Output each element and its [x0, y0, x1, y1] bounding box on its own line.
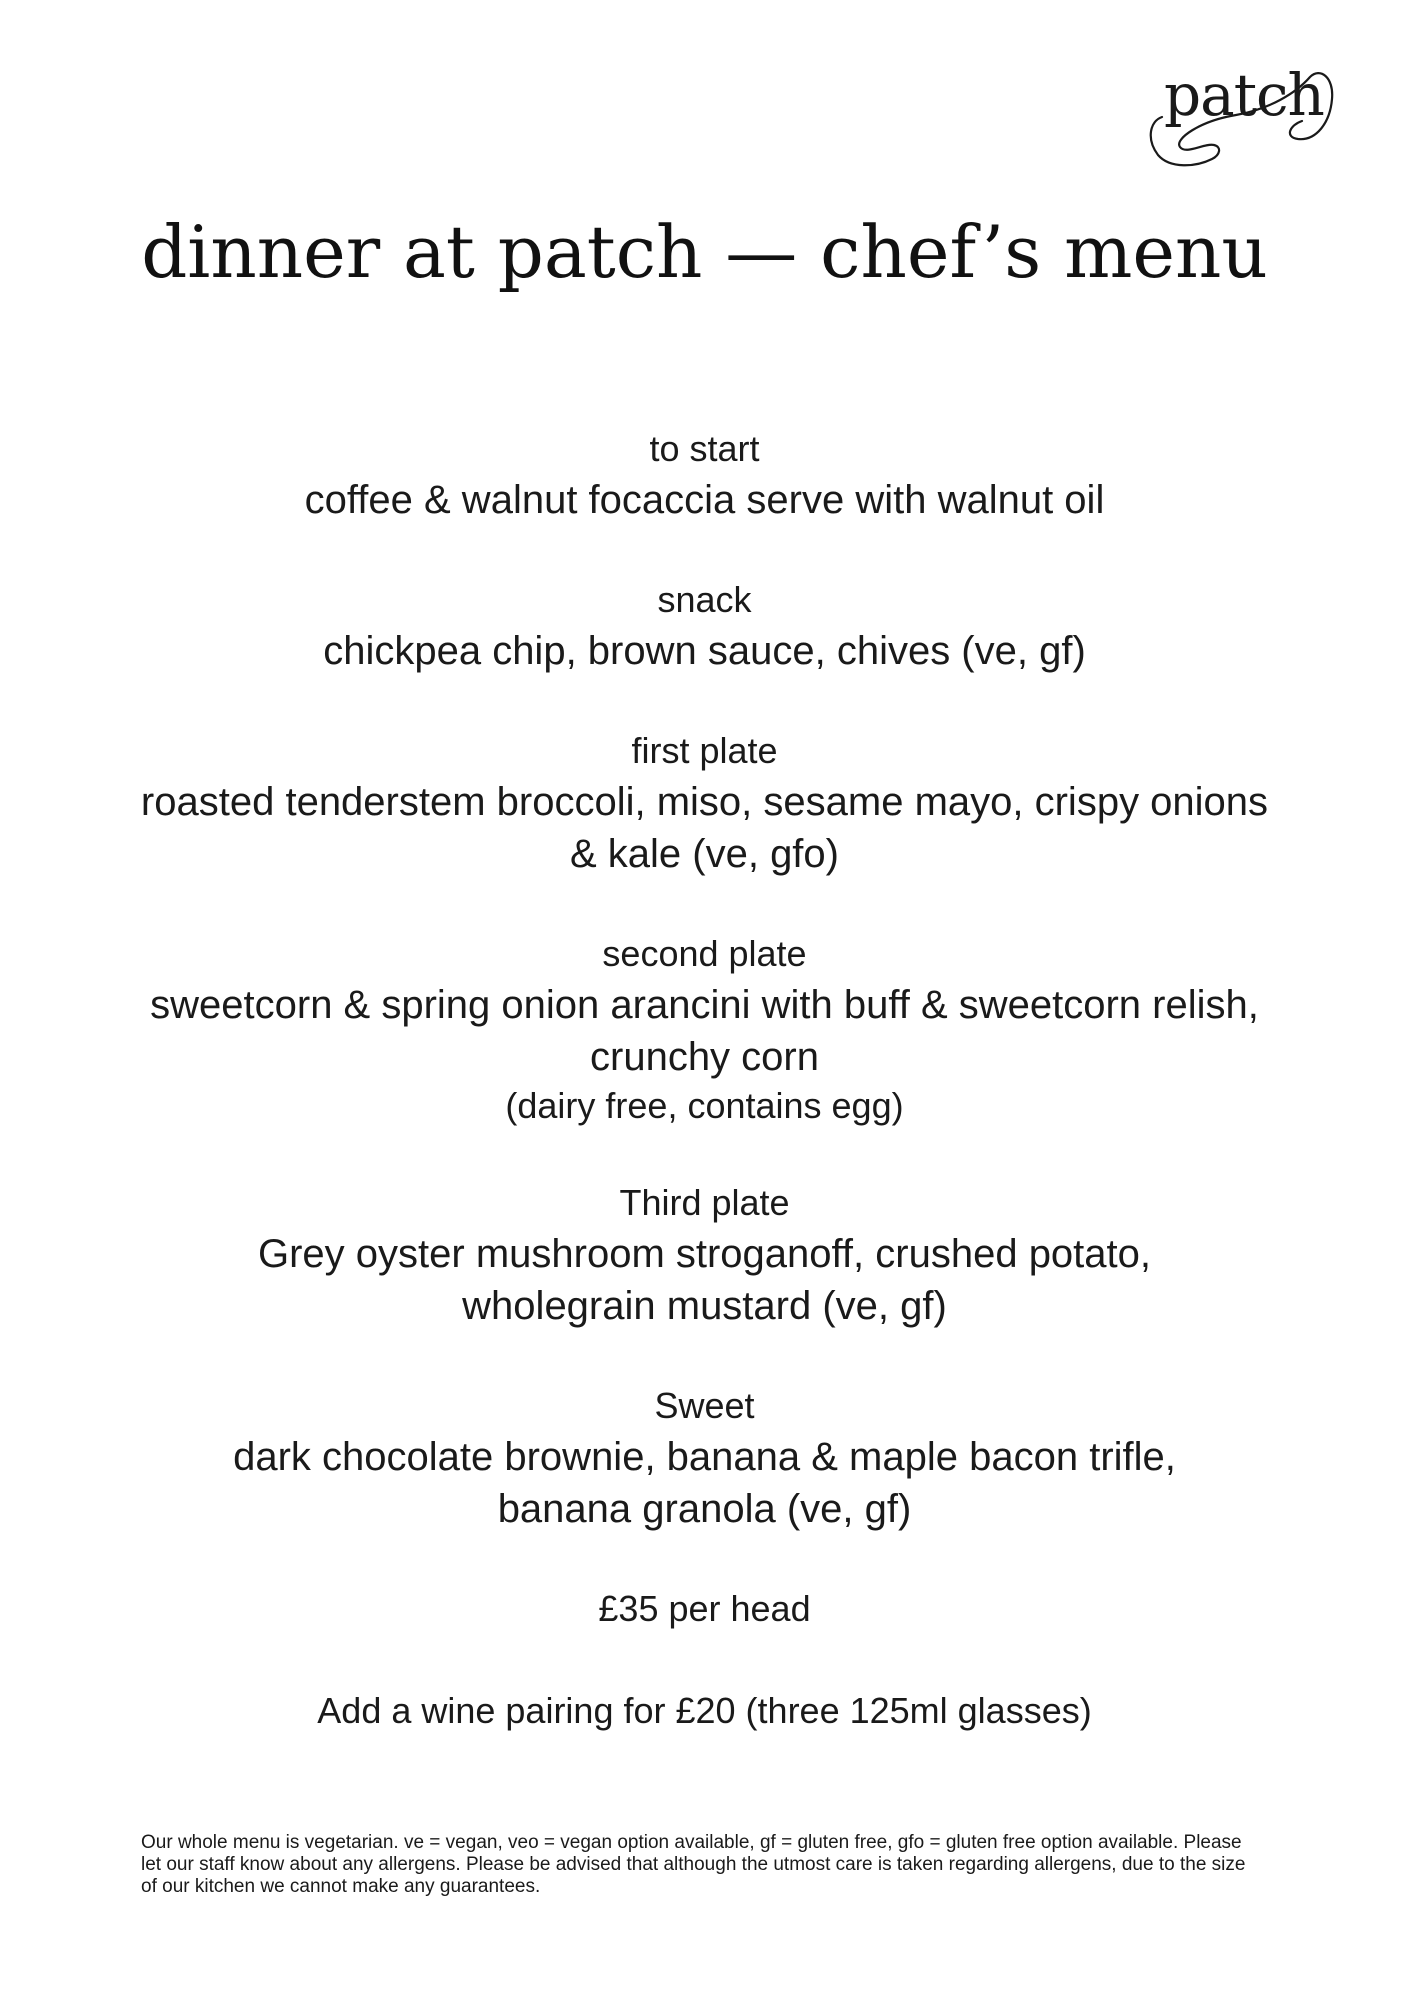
wine-pairing-offer: Add a wine pairing for £20 (three 125ml glasses): [317, 1690, 1092, 1731]
menu-section-snack: [0, 575, 1409, 677]
allergen-footer-note: Our whole menu is vegetarian. ve = vegan, veo = vegan option available, gf = gluten free, gfo = gluten free option available. Please let our staff know about any allergens. Please be advised that although the utmost care is taken regarding allergens, due to the size of our kitchen we cannot make any guarantees.: [141, 1832, 1246, 1897]
course-heading: snack: [657, 579, 752, 620]
patch-logo: [1140, 55, 1340, 175]
course-heading: Sweet: [654, 1385, 755, 1426]
course-dish: dark chocolate brownie, banana & maple bacon trifle, banana granola (ve, gf): [233, 1435, 1176, 1531]
course-heading: first plate: [631, 730, 778, 771]
price-per-head: £35 per head: [598, 1588, 811, 1629]
menu-list: [0, 424, 1409, 1736]
course-heading: second plate: [602, 933, 807, 974]
menu-section-third-plate: [0, 1178, 1409, 1332]
course-dish: coffee & walnut focaccia serve with walnut oil: [304, 478, 1105, 522]
menu-section-first-plate: [0, 726, 1409, 880]
menu-section-sweet: [0, 1381, 1409, 1535]
page-title: dinner at patch — chef’s menu: [141, 210, 1268, 294]
menu-section-second-plate: [0, 929, 1409, 1129]
menu-section-to-start: [0, 424, 1409, 526]
course-heading: Third plate: [619, 1182, 790, 1223]
course-heading: to start: [649, 428, 760, 469]
course-note: (dairy free, contains egg): [505, 1085, 904, 1126]
course-dish: sweetcorn & spring onion arancini with buff & sweetcorn relish, crunchy corn: [150, 983, 1259, 1079]
course-dish: roasted tenderstem broccoli, miso, sesame mayo, crispy onions & kale (ve, gfo): [140, 780, 1269, 876]
course-dish: Grey oyster mushroom stroganoff, crushed potato, wholegrain mustard (ve, gf): [257, 1232, 1152, 1328]
course-dish: chickpea chip, brown sauce, chives (ve, gf): [323, 629, 1086, 673]
logo-wordmark: patch: [1164, 61, 1324, 129]
